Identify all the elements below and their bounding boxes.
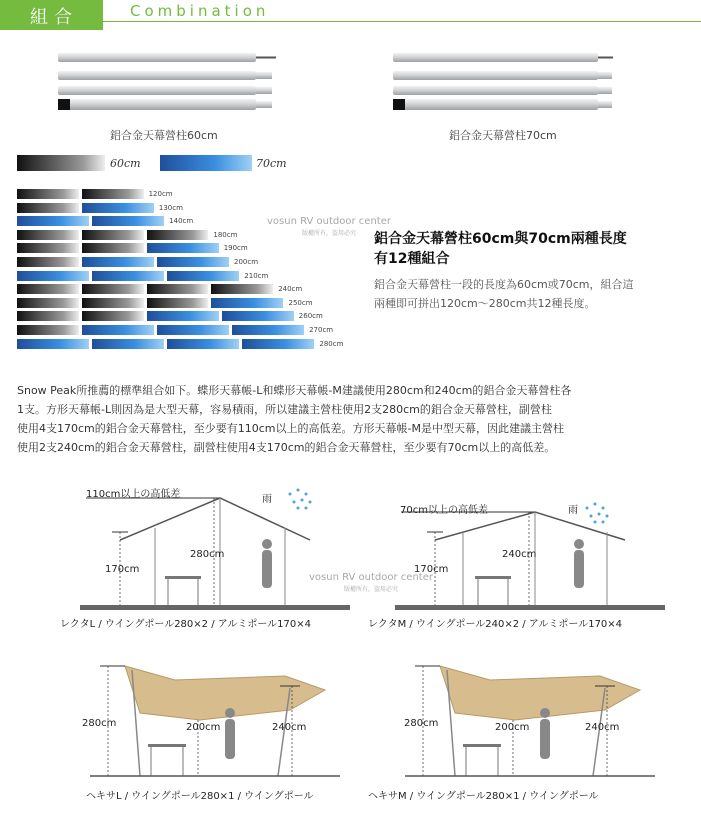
recta-m-diff-label: 70cm以上の高低差	[400, 505, 488, 516]
hexa-l-center-label: 200cm	[186, 722, 221, 733]
combo-segment-70	[17, 216, 89, 226]
combo-segment-60	[17, 189, 79, 199]
hexa-m-caption: ヘキサM / ウイングポール280×1 / ウイングポール	[368, 791, 599, 802]
combo-segment-60	[82, 189, 144, 199]
info-paragraph: 鋁合金天幕營柱一段的長度為60cm或70cm，組合這 兩種即可拼出120cm～280cm共12種長度。	[374, 278, 634, 310]
recta-l-caption: レクタL / ウイングポール280×2 / アルミポール170×4	[60, 619, 311, 630]
combo-segment-70	[17, 339, 89, 349]
recta-l-main-label: 280cm	[190, 549, 225, 560]
info-heading: 鋁合金天幕營柱60cm與70cm兩種長度 有12種組合	[374, 231, 627, 267]
combo-segment-60	[147, 230, 209, 240]
combo-segment-70	[17, 271, 89, 281]
legend-70-label: 70cm	[256, 157, 287, 170]
combo-segment-70	[82, 203, 154, 213]
combo-length-label: 120cm	[148, 190, 173, 198]
recta-m-main-label: 240cm	[502, 549, 537, 560]
combo-length-label: 200cm	[234, 258, 259, 266]
combo-segment-70	[92, 339, 164, 349]
combo-segment-60	[17, 298, 79, 308]
combo-segment-60	[82, 298, 144, 308]
combo-length-label: 270cm	[309, 326, 334, 334]
combo-segment-60	[82, 230, 144, 240]
recta-l-rain-label: 雨	[262, 494, 272, 505]
combo-segment-60	[147, 284, 209, 294]
combo-segment-60	[17, 257, 79, 267]
hexa-m-left-label: 280cm	[404, 718, 439, 729]
combo-segment-70	[82, 257, 154, 267]
hexa-l-diagram	[80, 658, 350, 783]
combo-segment-70	[92, 271, 164, 281]
combo-length-label: 130cm	[158, 203, 183, 212]
combo-length-label: 240cm	[278, 285, 303, 294]
combo-segment-60	[147, 298, 209, 308]
combo-segment-60	[17, 284, 79, 294]
combo-segment-70	[147, 243, 219, 253]
combo-segment-60	[211, 284, 273, 294]
combo-segment-70	[92, 216, 164, 226]
watermark: vosun RV outdoor center 版權所有，盜用必究	[267, 216, 391, 237]
combo-segment-60	[82, 311, 144, 321]
combo-segment-70	[82, 325, 154, 335]
combo-length-label: 140cm	[169, 217, 194, 226]
hexa-m-center-label: 200cm	[495, 722, 530, 733]
legend-60-label: 60cm	[110, 157, 141, 170]
combination-chart	[0, 0, 701, 400]
section-title: 組合	[30, 7, 78, 28]
recta-l-diff-label: 110cm以上の高低差	[86, 489, 181, 500]
combo-length-label: 260cm	[298, 312, 323, 321]
combo-length-label: 180cm	[213, 230, 238, 239]
combo-segment-60	[17, 325, 79, 335]
recommendation-text: Snow Peak所推薦的標準組合如下。蝶形天幕帳-L和蝶形天幕帳-M建議使用280cm和240cm的鋁合金天幕營柱各 1支。方形天幕帳-L則因為是大型天幕，容易積雨，所以建議主營柱使用2支280cm的鋁合金天幕營柱，副營柱 使用4支170cm的鋁合金天幕營柱，至少要有110cm以上的高低差。方形天幕帳-M是中型天幕，因此建議主營柱 使用2支240cm的鋁合金天幕營柱，副營柱使用4支170cm的鋁合金天幕營柱，至少要有70cm以上的高低差。	[17, 384, 572, 454]
combo-segment-70	[232, 325, 304, 335]
hexa-l-caption: ヘキサL / ウイングポール280×1 / ウイングポール	[86, 791, 314, 802]
combo-segment-70	[147, 311, 219, 321]
combo-segment-70	[242, 339, 314, 349]
recta-m-sub-label: 170cm	[414, 564, 449, 575]
combo-length-label: 190cm	[223, 244, 248, 253]
recta-m-caption: レクタM / ウイングポール240×2 / アルミポール170×4	[368, 619, 623, 630]
combo-segment-70	[167, 271, 239, 281]
hexa-l-right-label: 240cm	[272, 722, 307, 733]
combo-segment-70	[222, 311, 294, 321]
combo-segment-70	[167, 339, 239, 349]
combo-length-label: 210cm	[244, 271, 269, 280]
recta-m-rain-label: 雨	[568, 505, 578, 516]
combo-segment-60	[17, 203, 79, 213]
section-subtitle: Combination	[130, 2, 270, 20]
combo-segment-60	[17, 311, 79, 321]
combo-length-label: 250cm	[288, 298, 313, 307]
recta-l-sub-label: 170cm	[105, 564, 140, 575]
combo-segment-60	[82, 284, 144, 294]
combo-segment-60	[17, 230, 79, 240]
pole-70-caption: 鋁合金天幕營柱70cm	[449, 129, 557, 142]
hexa-l-left-label: 280cm	[82, 718, 117, 729]
combo-length-label: 280cm	[319, 339, 344, 348]
pole-60-caption: 鋁合金天幕營柱60cm	[110, 129, 218, 142]
combo-segment-70	[211, 298, 283, 308]
combo-segment-60	[82, 243, 144, 253]
combo-segment-60	[17, 243, 79, 253]
watermark-lower: vosun RV outdoor center 版權所有，盜用必究	[309, 572, 433, 593]
hexa-m-right-label: 240cm	[585, 722, 620, 733]
combo-segment-70	[157, 257, 229, 267]
combo-segment-70	[157, 325, 229, 335]
